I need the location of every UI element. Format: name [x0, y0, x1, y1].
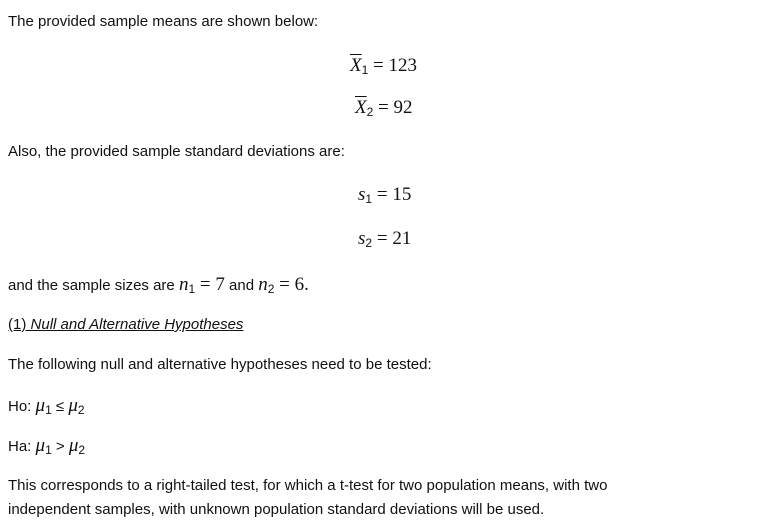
sample-sizes-text: and the sample sizes are $n_1 = 7$ and $n_2 = 6$. — [8, 274, 309, 296]
conclusion-line-2: independent samples, with unknown population standard deviations will be used. — [8, 501, 545, 518]
mean-2-equation: $\overline{X}_2 = 92$ — [355, 97, 413, 119]
sd-intro-text: Also, the provided sample standard deviations are: — [8, 143, 345, 160]
mean-1-equation: $\overline{X}_1 = 123$ — [350, 55, 418, 77]
null-hypothesis: Ho: $\mu_1 \le \mu_2$ — [8, 395, 85, 417]
hypotheses-intro: The following null and alternative hypotheses need to be tested: — [8, 356, 432, 373]
section-heading: (1) Null and Alternative Hypotheses — [8, 316, 244, 333]
sd-1-equation: $s_1 = 15$ — [358, 184, 412, 206]
intro-text: The provided sample means are shown below: — [8, 13, 319, 30]
conclusion-line-1: This corresponds to a right-tailed test, for which a t-test for two population means, with two — [8, 477, 608, 494]
sd-2-equation: $s_2 = 21$ — [358, 228, 412, 250]
alternative-hypothesis: Ha: $\mu_1 > \mu_2$ — [8, 435, 86, 457]
